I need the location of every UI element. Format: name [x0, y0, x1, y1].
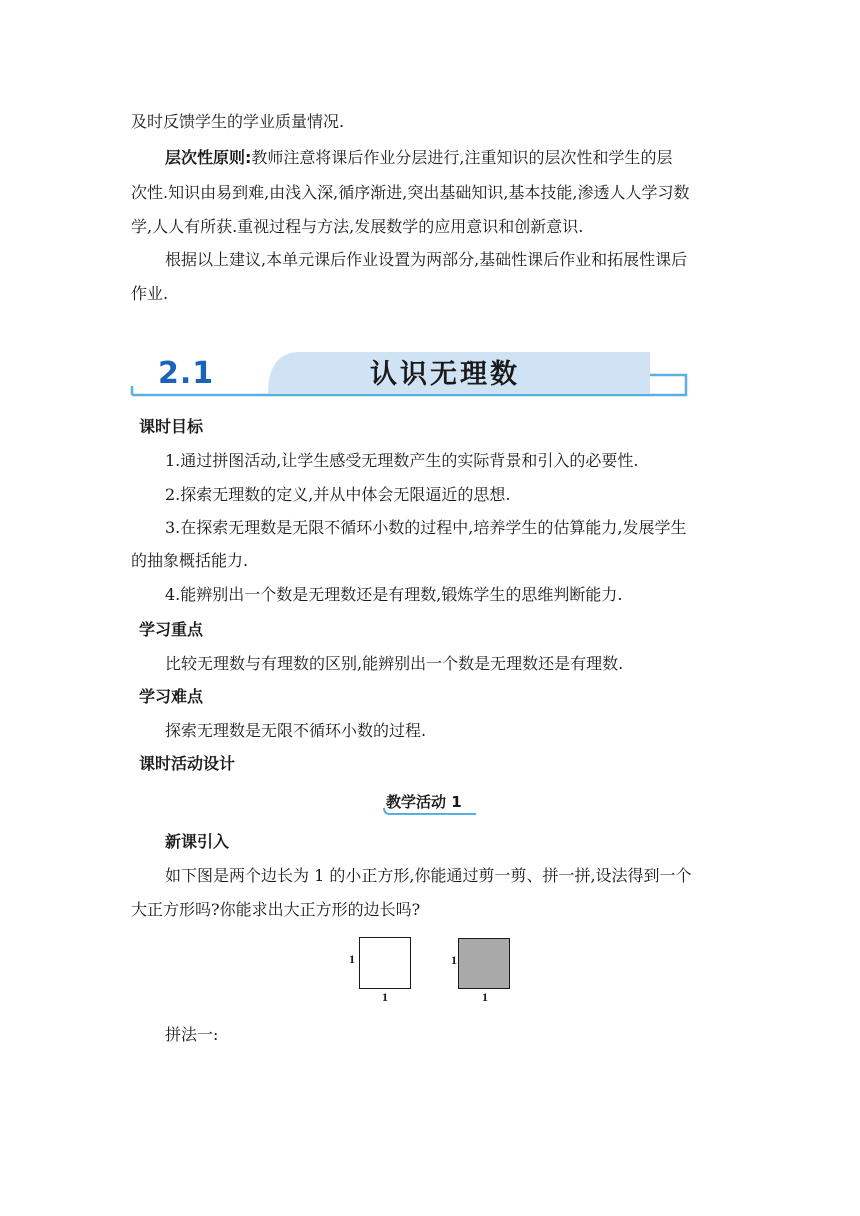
goal-item: 1.通过拼图活动,让学生感受无理数产生的实际背景和引入的必要性. [165, 451, 639, 470]
goal-item: 的抽象概括能力. [131, 551, 249, 570]
focus-text: 比较无理数与有理数的区别,能辨别出一个数是无理数还是有理数. [165, 654, 624, 673]
side-label: 1 [451, 953, 457, 967]
summary-paragraph-line: 作业. [131, 284, 169, 303]
goal-item: 3.在探索无理数是无限不循环小数的过程中,培养学生的估算能力,发展学生 [165, 518, 687, 537]
section-title: 认识无理数 [370, 359, 520, 390]
focus-heading: 学习重点 [139, 620, 204, 639]
activity-tag: 教学活动 1 [386, 793, 462, 811]
principle-paragraph-line [165, 148, 673, 168]
design-heading: 课时活动设计 [139, 754, 236, 773]
summary-paragraph-line: 根据以上建议,本单元课后作业设置为两部分,基础性课后作业和拓展性课后 [165, 250, 688, 269]
question-line: 大正方形吗?你能求出大正方形的边长吗? [131, 900, 421, 919]
bottom-label: 1 [482, 990, 488, 1004]
section-number: 2.1 [158, 356, 215, 391]
goal-item: 2.探索无理数的定义,并从中体会无限逼近的思想. [165, 485, 511, 504]
principle-text: 教师注意将课后作业分层进行,注重知识的层次性和学生的层 [251, 148, 673, 167]
side-label: 1 [349, 952, 355, 966]
difficulty-text: 探索无理数是无限不循环小数的过程. [165, 721, 427, 740]
intro-line: 及时反馈学生的学业质量情况. [131, 112, 345, 131]
question-line: 如下图是两个边长为 1 的小正方形,你能通过剪一剪、拼一拼,设法得到一个 [165, 866, 692, 885]
method-label: 拼法一: [165, 1025, 219, 1044]
difficulty-heading: 学习难点 [139, 687, 204, 706]
unit-square-white [359, 937, 411, 989]
goals-heading: 课时目标 [139, 417, 204, 436]
principle-paragraph-line: 学,人人有所获.重视过程与方法,发展数学的应用意识和创新意识. [131, 217, 584, 236]
principle-paragraph-line: 次性.知识由易到难,由浅入深,循序渐进,突出基础知识,基本技能,渗透人人学习数 [131, 183, 690, 202]
bottom-label: 1 [382, 990, 388, 1004]
goal-item: 4.能辨别出一个数是无理数还是有理数,锻炼学生的思维判断能力. [165, 585, 623, 604]
unit-square-shaded [458, 938, 510, 989]
new-lesson-heading: 新课引入 [165, 832, 230, 851]
principle-label: 层次性原则: [165, 148, 252, 167]
activity-underline [380, 806, 480, 818]
